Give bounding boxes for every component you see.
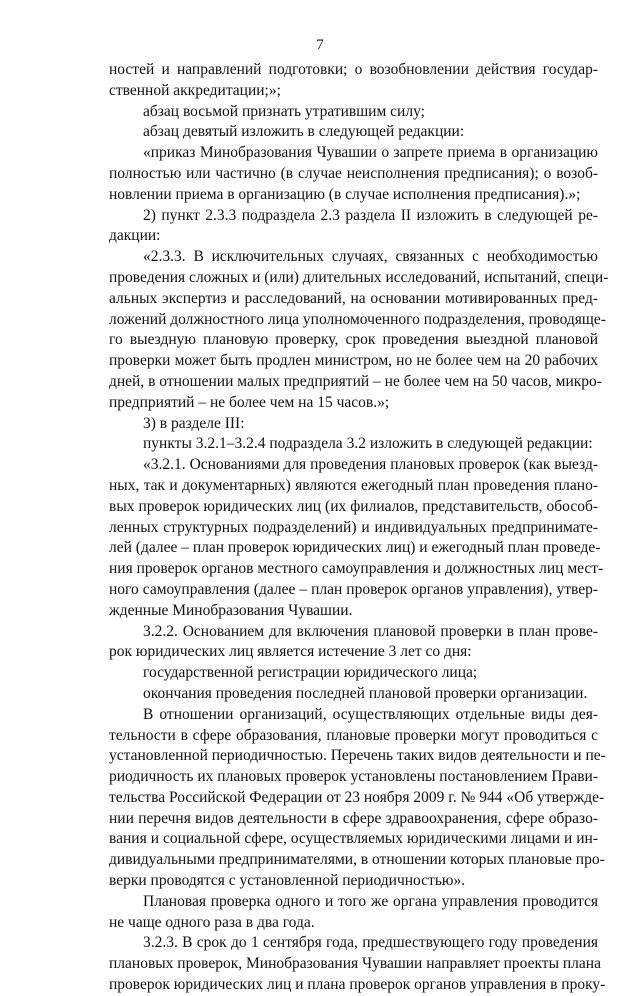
document-body xyxy=(109,60,609,996)
text-line: ственной аккредитации;»; xyxy=(109,81,281,99)
text-line: дакции: xyxy=(109,227,161,245)
text-line: тельности в сфере образования, плановые проверки могут проводиться с xyxy=(109,726,598,744)
text-line: ложений должностного лица уполномоченного подразделения, проводяще- xyxy=(109,310,606,328)
text-line: абзац девятый изложить в следующей редакции: xyxy=(143,123,465,141)
text-line: ностей и направлений подготовки; о возобновлении действия государ- xyxy=(109,61,598,78)
text-line: В отношении организаций, осуществляющих отдельные виды дея- xyxy=(143,705,598,723)
text-line: проверок юридических лиц и плана проверок органов управления в проку- xyxy=(109,976,606,994)
text-line: «3.2.1. Основаниями для проведения плановых проверок (как выезд- xyxy=(143,456,598,474)
text-line: вания и социальной сфере, осуществляемых юридическими лицами и ин- xyxy=(109,830,598,848)
text-line: Плановая проверка одного и того же органа управления проводится xyxy=(143,892,598,910)
text-line: плановых проверок, Минобразования Чувашии направляет проекты плана xyxy=(109,955,601,973)
text-line: рок юридических лиц является истечение 3 лет со дня: xyxy=(109,643,472,661)
text-line: ленных структурных подразделений) и индивидуальных предпринимате- xyxy=(109,518,598,536)
text-line: дней, в отношении малых предприятий – не более чем на 50 часов, микро- xyxy=(109,372,602,390)
text-line: новлении приема в организацию (в случае исполнения предписания).»; xyxy=(109,185,581,203)
text-line: нии перечня видов деятельности в сфере здравоохранения, сфере образо- xyxy=(109,809,598,827)
text-line: «2.3.3. В исключительных случаях, связанных с необходимостью xyxy=(143,248,598,266)
text-line: альных экспертиз и расследований, на основании мотивированных пред- xyxy=(109,289,598,307)
text-line: 3) в разделе III: xyxy=(143,414,245,432)
text-line: предприятий – не более чем на 15 часов.»; xyxy=(109,393,390,411)
text-line: государственной регистрации юридического лица; xyxy=(143,664,478,682)
text-line: вых проверок юридических лиц (их филиалов, представительств, обособ- xyxy=(109,497,598,515)
text-line: ного самоуправления (далее – план проверок органов управления), утвер- xyxy=(109,580,598,598)
text-line: верки проводятся с установленной периодичностью». xyxy=(109,872,466,890)
text-line: лей (далее – план проверок юридических лиц) и ежегодный план проведе- xyxy=(109,539,601,557)
text-line: проверки может быть продлен министром, но не более чем на 20 рабочих xyxy=(109,352,598,370)
text-line: тельства Российской Федерации от 23 ноября 2009 г. № 944 «Об утвержде- xyxy=(109,788,605,806)
text-line: дивидуальными предпринимателями, в отношении которых плановые про- xyxy=(109,851,605,869)
text-line: го выездную плановую проверку, срок проведения выездной плановой xyxy=(109,331,598,349)
text-line: проведения сложных и (или) длительных исследований, испытаний, специ- xyxy=(109,268,609,286)
text-line: ных, так и документарных) являются ежегодный план проведения плано- xyxy=(109,476,598,494)
text-line: риодичность их плановых проверок установлены постановлением Прави- xyxy=(109,768,598,786)
text-line: 3.2.2. Основанием для включения плановой проверки в план прове- xyxy=(143,622,598,640)
page-number: 7 xyxy=(316,37,324,53)
text-line: ния проверок органов местного самоуправления и должностных лиц мест- xyxy=(109,560,604,578)
text-line: пункты 3.2.1–3.2.4 подраздела 3.2 изложить в следующей редакции: xyxy=(143,435,593,453)
text-line: абзац восьмой признать утратившим силу; xyxy=(143,102,425,120)
text-line: 2) пункт 2.3.3 подраздела 2.3 раздела II изложить в следующей ре- xyxy=(143,206,598,224)
text-line: полностью или частично (в случае неисполнения предписания); о возоб- xyxy=(109,164,598,182)
text-line: установленной периодичностью. Перечень таких видов деятельности и пе- xyxy=(109,747,606,765)
text-line: не чаще одного раза в два года. xyxy=(109,913,315,931)
text-line: «приказ Минобразования Чувашии о запрете приема в организацию xyxy=(143,144,598,162)
text-line: окончания проведения последней плановой проверки организации. xyxy=(143,684,588,702)
text-line: жденные Минобразования Чувашии. xyxy=(109,601,353,619)
text-line: 3.2.3. В срок до 1 сентября года, предшествующего году проведения xyxy=(143,934,598,952)
